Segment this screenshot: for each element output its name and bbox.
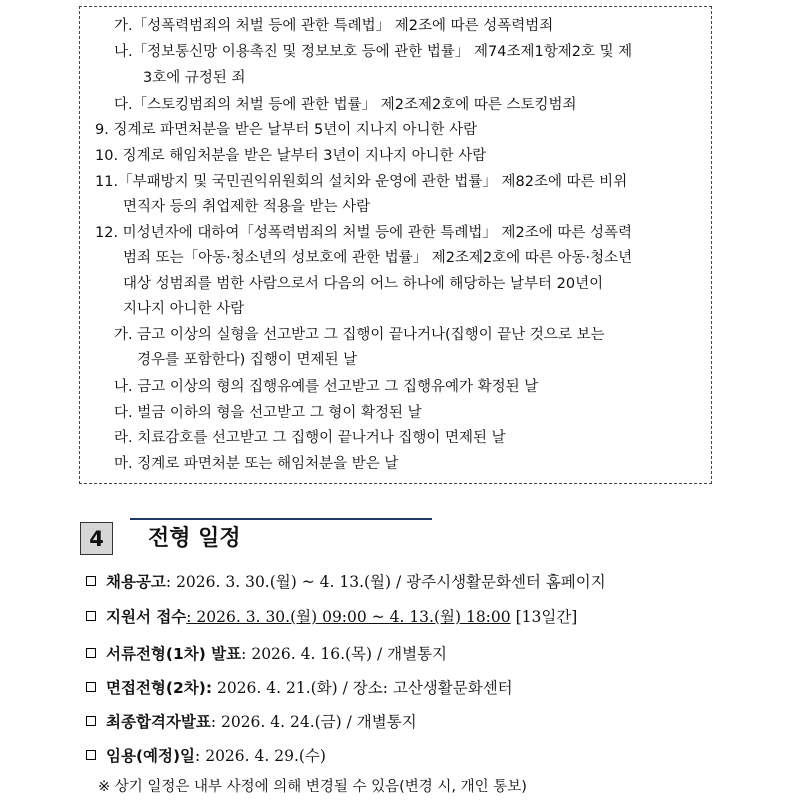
section-number-badge: 4 [80,522,113,555]
schedule-separator: : [210,713,217,731]
schedule-extra: [13일간] [510,608,578,626]
criteria-line: 가.「성폭력범죄의 처벌 등에 관한 특례법」 제2조에 따른 성폭력범죄 [114,18,554,34]
checkbox-icon [86,716,96,726]
schedule-text: 2026. 4. 29.(수) [200,747,326,765]
criteria-line: 다.「스토킹범죄의 처벌 등에 관한 법률」 제2조제2호에 따른 스토킹범죄 [114,97,577,113]
criteria-line: 대상 성범죄를 범한 사람으로서 다음의 어느 하나에 해당하는 날부터 20년이 [123,276,604,292]
criteria-line: 가. 금고 이상의 실형을 선고받고 그 집행이 끝나거나(집행이 끝난 것으로 보는 [114,327,605,343]
schedule-item [86,677,513,699]
schedule-separator: : [165,573,172,591]
schedule-label: 지원서 접수 [106,608,187,626]
criteria-line: 지나지 아니한 사람 [123,301,245,317]
schedule-item [86,643,447,665]
criteria-line: 3호에 규정된 죄 [143,70,246,86]
criteria-line: 9. 징계로 파면처분을 받은 날부터 5년이 지나지 아니한 사람 [95,122,478,138]
checkbox-icon [86,611,96,621]
schedule-text: 2026. 3. 30.(월) ~ 4. 13.(월) / 광주시생활문화센터 홈페이지 [171,573,606,591]
schedule-text: 2026. 4. 24.(금) / 개별통지 [216,713,417,731]
schedule-text: 2026. 3. 30.(월) 09:00 ~ 4. 13.(월) 18:00 [191,608,511,626]
checkbox-icon [86,750,96,760]
schedule-item [86,711,417,733]
criteria-line: 나.「정보통신망 이용촉진 및 정보보호 등에 관한 법률」 제74조제1항제2호 및 제 [114,44,633,60]
criteria-line: 나. 금고 이상의 형의 집행유예를 선고받고 그 집행유예가 확정된 날 [114,379,539,395]
criteria-line: 10. 징계로 해임처분을 받은 날부터 3년이 지나지 아니한 사람 [95,148,487,164]
schedule-label: 임용(예정)일 [106,747,196,765]
criteria-line: 다. 벌금 이하의 형을 선고받고 그 형이 확정된 날 [114,405,422,421]
schedule-label: 면접전형(2차): [106,679,213,697]
criteria-line: 범죄 또는「아동·청소년의 성보호에 관한 법률」 제2조제2호에 따른 아동·청소년 [123,250,633,266]
criteria-line: 11.「부패방지 및 국민권익위원회의 설치와 운영에 관한 법률」 제82조에 따른 비위 [95,174,628,190]
section-title-rule [130,518,432,520]
criteria-line: 마. 징계로 파면처분 또는 해임처분을 받은 날 [114,456,399,472]
schedule-label: 서류전형(1차) 발표 [106,645,242,663]
criteria-line: 라. 치료감호를 선고받고 그 집행이 끝나거나 집행이 면제된 날 [114,430,506,446]
schedule-item [86,571,606,593]
criteria-line: 12. 미성년자에 대하여「성폭력범죄의 처벌 등에 관한 특례법」 제2조에 따른 성폭력 [95,225,632,241]
schedule-label: 최종합격자발표 [106,713,211,731]
schedule-label: 채용공고 [106,573,166,591]
criteria-line: 경우를 포함한다) 집행이 면제된 날 [137,352,358,368]
schedule-separator: : [241,645,247,663]
schedule-separator: : [186,608,192,626]
schedule-separator: : [195,747,201,765]
section-title: 전형 일정 [148,526,241,551]
checkbox-icon [86,576,96,586]
schedule-text: 2026. 4. 16.(목) / 개별통지 [246,645,448,663]
checkbox-icon [86,682,96,692]
criteria-line: 면직자 등의 취업제한 적용을 받는 사람 [123,199,371,215]
schedule-note: ※ 상기 일정은 내부 사정에 의해 변경될 수 있음(변경 시, 개인 통보) [98,779,527,795]
schedule-item [86,606,577,628]
schedule-text: 2026. 4. 21.(화) / 장소: 고산생활문화센터 [212,679,513,697]
checkbox-icon [86,648,96,658]
schedule-item [86,745,326,767]
